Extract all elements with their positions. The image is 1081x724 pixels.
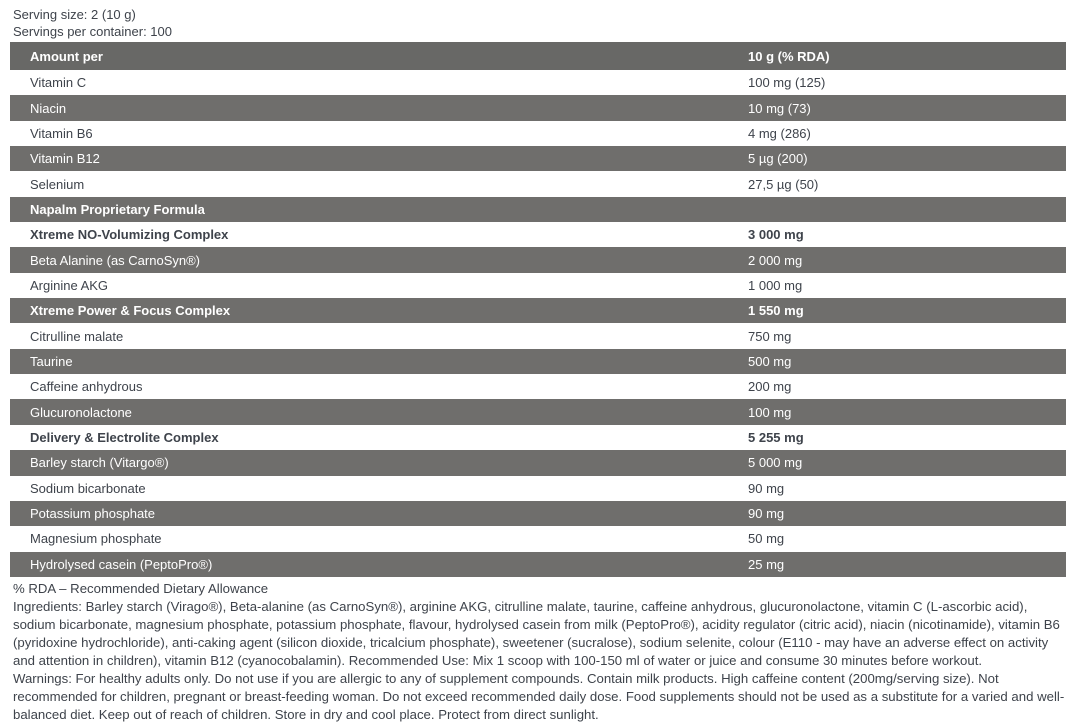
table-row — [10, 298, 1066, 323]
nutrient-name: Arginine AKG — [30, 277, 109, 293]
ingredients-text: Ingredients: Barley starch (Virago®), Beta-alanine (as CarnoSyn®), arginine AKG, citrulline malate, taurine, caffeine anhydrous, glucuronolactone, vitamin C (L-ascorbic acid), sodium bicarbonate, magnesium phosphate, potassium phosphate, flavour, hydrolysed casein from milk (PeptoPro®), acidity regulator (citric acid), niacin (nicotinamide), vitamin B6 (pyridoxine hydrochloride), anti-caking agent (silicon dioxide, tricalcium phosphate), sweetener (sucralose), sodium selenite, colour (E110 - may have an adverse effect on activity and attention in children), vitamin B12 (cyanocobalamin). Recommended Use: Mix 1 scoop with 100-150 ml of water or juice and consume 30 minutes before workout. — [13, 598, 1060, 668]
nutrient-name: Selenium — [30, 176, 85, 192]
table-row — [10, 450, 1066, 475]
nutrient-value: 27,5 µg (50) — [748, 176, 819, 192]
table-row — [10, 552, 1066, 577]
nutrient-name: Sodium bicarbonate — [30, 480, 146, 496]
nutrient-name: Barley starch (Vitargo®) — [30, 455, 169, 471]
nutrient-value: 200 mg — [748, 379, 792, 395]
table-row — [10, 273, 1066, 298]
nutrient-value: 4 mg (286) — [748, 125, 811, 141]
nutrient-name: Potassium phosphate — [30, 506, 156, 522]
nutrient-name: Vitamin C — [30, 75, 87, 91]
nutrient-value: 50 mg — [748, 531, 785, 547]
warnings-text: Warnings: For healthy adults only. Do not use if you are allergic to any of supplement compounds. Contain milk products. High caffeine content (200mg/serving size). Not recommended for children, pregnant or breast-feeding woman. Do not exceed recommended daily dose. Food supplements should not be used as a substitute for a varied and well-balanced diet. Keep out of reach of children. Store in dry and cool place. Protect from direct sunlight. — [13, 670, 1065, 722]
table-row — [10, 399, 1066, 424]
nutrient-value: 100 mg — [748, 404, 792, 420]
nutrient-value: 5 µg (200) — [748, 151, 808, 167]
table-row — [10, 146, 1066, 171]
nutrient-value: 5 255 mg — [748, 429, 804, 445]
table-row — [10, 247, 1066, 272]
nutrient-name: Beta Alanine (as CarnoSyn®) — [30, 252, 201, 268]
header-amount-per: Amount per — [30, 48, 103, 64]
table-body — [10, 70, 1066, 577]
table-row — [10, 374, 1066, 399]
nutrient-value: 500 mg — [748, 353, 792, 369]
nutrient-value: 90 mg — [748, 480, 785, 496]
nutrient-name: Delivery & Electrolite Complex — [30, 429, 219, 445]
table-row — [10, 526, 1066, 551]
table-row — [10, 425, 1066, 450]
nutrient-name: Citrulline malate — [30, 328, 124, 344]
nutrient-value: 90 mg — [748, 506, 785, 522]
nutrient-value: 25 mg — [748, 556, 785, 572]
nutrient-name: Xtreme NO-Volumizing Complex — [30, 227, 229, 243]
rda-note: % RDA – Recommended Dietary Allowance — [13, 580, 269, 596]
footnotes — [13, 580, 1068, 724]
nutrient-name: Vitamin B12 — [30, 151, 100, 167]
nutrient-value: 10 mg (73) — [748, 100, 811, 116]
nutrient-value: 5 000 mg — [748, 455, 803, 471]
nutrient-name: Caffeine anhydrous — [30, 379, 143, 395]
supplement-facts-table — [10, 42, 1066, 577]
header-value-column: 10 g (% RDA) — [748, 48, 830, 64]
table-row — [10, 323, 1066, 348]
nutrient-name: Napalm Proprietary Formula — [30, 201, 205, 217]
table-row — [10, 501, 1066, 526]
nutrient-name: Magnesium phosphate — [30, 531, 162, 547]
nutrient-name: Glucuronolactone — [30, 404, 132, 420]
nutrient-name: Taurine — [30, 353, 73, 369]
nutrient-value: 3 000 mg — [748, 227, 804, 243]
table-row — [10, 222, 1066, 247]
table-row — [10, 121, 1066, 146]
nutrient-value: 2 000 mg — [748, 252, 803, 268]
table-row — [10, 171, 1066, 196]
table-row — [10, 70, 1066, 95]
table-header-row — [10, 42, 1066, 70]
table-row — [10, 476, 1066, 501]
nutrient-value: 1 000 mg — [748, 277, 803, 293]
nutrient-value: 750 mg — [748, 328, 792, 344]
nutrient-name: Vitamin B6 — [30, 125, 93, 141]
nutrient-value: 100 mg (125) — [748, 75, 826, 91]
nutrient-name: Niacin — [30, 100, 67, 116]
table-row — [10, 95, 1066, 120]
servings-per-container-label: Servings per container: 100 — [13, 24, 172, 39]
nutrient-value: 1 550 mg — [748, 303, 804, 319]
nutrient-name: Xtreme Power & Focus Complex — [30, 303, 231, 319]
table-row — [10, 349, 1066, 374]
nutrient-name: Hydrolysed casein (PeptoPro®) — [30, 556, 213, 572]
table-row — [10, 197, 1066, 222]
serving-size-label: Serving size: 2 (10 g) — [13, 7, 136, 22]
serving-info — [13, 6, 1081, 40]
